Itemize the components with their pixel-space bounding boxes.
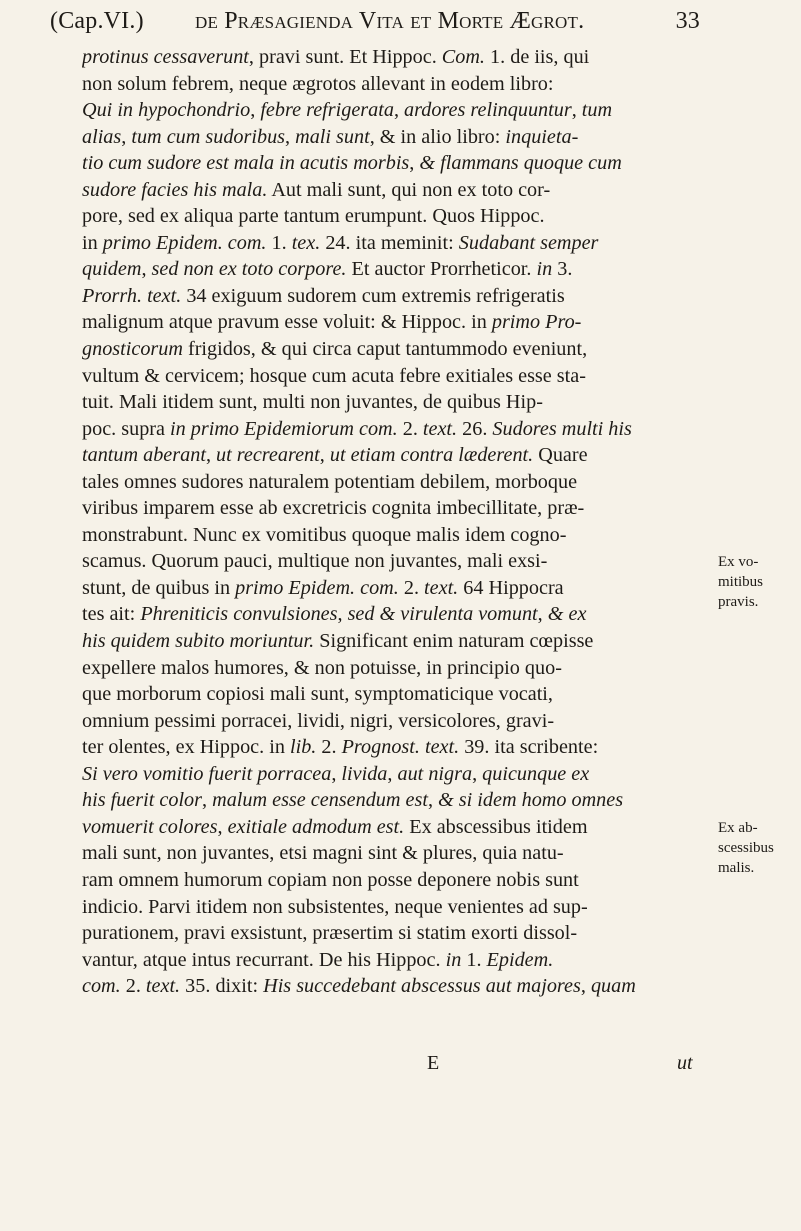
roman-run: , pravi sunt. Et Hippoc. (248, 46, 442, 68)
italic-run: quidem (82, 258, 142, 281)
text-line (82, 283, 712, 310)
italic-run: ut etiam contra læderent. (329, 444, 534, 467)
italic-run: his fuerit color (82, 789, 203, 812)
text-line (82, 681, 712, 708)
roman-run: , (387, 762, 398, 785)
roman-run: 39. ita scribente: (459, 736, 599, 759)
roman-run: 26. (457, 417, 493, 440)
roman-run: , (427, 789, 439, 812)
italic-run: in (445, 948, 462, 971)
roman-run: expellere malos humores, & non potuisse, in principio quo- (82, 656, 562, 679)
italic-run: Epidem. (486, 948, 554, 971)
body-text (82, 44, 712, 1000)
roman-run: tes ait: (82, 603, 141, 626)
roman-run: indicio. Parvi itidem non subsistentes, neque venientes ad sup- (82, 895, 588, 918)
roman-run: , (409, 152, 420, 175)
italic-run: in primo Epidemiorum com. (170, 417, 398, 440)
italic-run: His succedebant abscessus aut majores (263, 975, 581, 998)
margin-note-line: Ex vo- (718, 554, 759, 571)
text-line (82, 442, 712, 469)
roman-run: , (121, 125, 132, 148)
italic-run: livida (341, 762, 388, 785)
roman-run: , (202, 789, 213, 812)
roman-run: 24. ita meminit: (320, 231, 459, 254)
roman-run: vultum & cervicem; hosque cum acuta febre exitiales esse sta- (82, 364, 586, 387)
text-line (82, 973, 712, 1000)
roman-run: tuit. Mali itidem sunt, multi non juvantes, de quibus Hip- (82, 391, 543, 414)
italic-run: Sudabant semper (458, 231, 599, 254)
text-line (82, 256, 712, 283)
italic-run: Si vero vomitio fuerit porracea (82, 762, 332, 785)
text-line (82, 71, 712, 98)
roman-run: 2. (316, 736, 342, 759)
text-line (82, 708, 712, 735)
page-number: 33 (675, 8, 700, 34)
italic-run: tum (581, 99, 613, 122)
roman-run: 1. (266, 231, 292, 254)
chapter-label: (Cap.VI.) (50, 8, 144, 34)
roman-run: 2. (120, 975, 146, 998)
italic-run: Qui in hypochondrio (82, 99, 251, 122)
italic-run: protinus cessaverunt (82, 46, 249, 68)
roman-run: frigidos, & qui circa caput tantummodo eveniunt, (182, 338, 588, 361)
roman-run: , (141, 258, 152, 281)
roman-run: pore, sed ex aliqua parte tantum erumpunt. Quos Hippoc. (82, 205, 545, 228)
italic-run: his quidem subito moriuntur. (82, 630, 315, 653)
roman-run: 35. dixit: (180, 975, 264, 998)
running-header (50, 8, 700, 40)
roman-run: 1. de iis, qui (484, 46, 590, 68)
text-line (82, 601, 712, 628)
italic-run: sed & virulenta vomunt (347, 603, 538, 626)
roman-run: , (319, 444, 330, 467)
roman-run: ram omnem humorum copiam non posse deponere nobis sunt (82, 868, 579, 891)
italic-run: primo Pro- (491, 311, 582, 334)
roman-run: vantur, atque intus recurrant. De his Hippoc. (82, 948, 446, 971)
roman-run: , (337, 603, 348, 626)
roman-run: monstrabunt. Nunc ex vomitibus quoque malis idem cogno- (82, 523, 567, 546)
roman-run: scamus. Quorum pauci, multique non juvantes, mali exsi- (82, 550, 548, 573)
roman-run: mali sunt, non juvantes, etsi magni sint & plures, quia natu- (82, 842, 564, 865)
italic-run: text. (145, 975, 181, 998)
roman-run: Quare (533, 444, 588, 467)
roman-run: purationem, pravi exsistunt, præsertim si statim exorti dissol- (82, 922, 578, 945)
text-line (82, 469, 712, 496)
roman-run: 2. (397, 417, 423, 440)
italic-run: ardores relinquuntur (404, 99, 572, 122)
italic-run: primo Epidem. com. (102, 231, 267, 254)
italic-run: quicunque ex (482, 762, 590, 785)
roman-run: in (82, 231, 103, 254)
italic-run: com. (82, 975, 121, 998)
roman-run: omnium pessimi porracei, lividi, nigri, versicolores, gravi- (82, 709, 555, 732)
italic-run: vomuerit colores (82, 815, 218, 838)
margin-note-line: Ex ab- (718, 819, 758, 836)
text-line (82, 416, 712, 443)
text-line (82, 363, 712, 390)
roman-run: 34 exiguum sudorem cum extremis refrigeratis (181, 284, 565, 307)
text-line (82, 177, 712, 204)
margin-note-line: malis. (718, 859, 755, 876)
text-line (82, 867, 712, 894)
roman-run: , (393, 99, 405, 122)
roman-run: Ex abscessibus itidem (404, 815, 588, 838)
roman-run: , (250, 99, 261, 122)
italic-run: malum esse censendum est (212, 789, 428, 812)
text-line (82, 203, 712, 230)
roman-run: stunt, de quibus in (82, 576, 236, 599)
roman-run: , (205, 444, 217, 467)
text-line (82, 309, 712, 336)
text-line (82, 44, 712, 71)
italic-run: gnosticorum (82, 338, 183, 361)
italic-run: aut nigra (397, 762, 473, 785)
roman-run: , & in alio libro: (369, 125, 506, 148)
text-line (82, 124, 712, 151)
italic-run: exitiale admodum est. (227, 815, 405, 838)
text-line (82, 947, 712, 974)
roman-run: poc. supra (82, 417, 171, 440)
roman-run: , (537, 603, 548, 626)
roman-run: , (217, 815, 228, 838)
italic-run: sudore facies his mala. (82, 178, 268, 201)
italic-run: ut recrearent (216, 444, 320, 467)
signature-mark: E (427, 1052, 440, 1074)
italic-run: tex. (291, 231, 321, 254)
roman-run: tales omnes sudores naturalem potentiam debilem, morboque (82, 470, 578, 493)
italic-run: Phreniticis convulsiones (140, 603, 338, 626)
roman-run: Et auctor Prorrheticor. (346, 258, 537, 281)
margin-note-line: pravis. (718, 594, 759, 611)
roman-run: , (331, 762, 342, 785)
italic-run: Sudores multi his (492, 417, 632, 440)
italic-run: Com. (441, 46, 485, 68)
text-line (82, 230, 712, 257)
margin-note (718, 552, 798, 612)
text-line (82, 548, 712, 575)
roman-run: , (571, 99, 582, 122)
italic-run: primo Epidem. com. (235, 576, 399, 599)
italic-run: text. (422, 417, 458, 440)
roman-run: 64 Hippocra (458, 576, 564, 599)
catchword: ut (677, 1052, 693, 1074)
text-line (82, 840, 712, 867)
text-line (82, 628, 712, 655)
italic-run: & si idem homo omnes (438, 789, 624, 812)
italic-run: Prognost. text. (341, 736, 460, 759)
text-line (82, 150, 712, 177)
italic-run: alias (82, 125, 122, 148)
margin-note-line: mitibus (718, 574, 764, 591)
italic-run: tantum aberant (82, 444, 206, 467)
roman-run: que morborum copiosi mali sunt, symptomaticique vocati, (82, 683, 553, 706)
roman-run: 2. (398, 576, 425, 599)
text-line (82, 655, 712, 682)
italic-run: tio cum sudore est mala in acutis morbis (82, 152, 410, 175)
text-line (82, 814, 712, 841)
roman-run: malignum atque pravum esse voluit: & Hippoc. in (82, 311, 492, 334)
text-line (82, 389, 712, 416)
roman-run: , (285, 125, 296, 148)
italic-run: Prorrh. text. (82, 284, 182, 307)
italic-run: febre refrigerata (260, 99, 394, 122)
roman-run: Aut mali sunt, qui non ex toto cor- (267, 178, 551, 201)
text-line (82, 522, 712, 549)
roman-run: 1. (461, 948, 487, 971)
roman-run: , (472, 762, 483, 785)
italic-run: & flammans quoque cum (419, 152, 622, 175)
italic-run: quam (590, 975, 636, 998)
text-line (82, 894, 712, 921)
italic-run: lib. (290, 736, 317, 759)
italic-run: & ex (547, 603, 587, 626)
roman-run: viribus imparem esse ab excretricis cognita imbecillitate, præ- (82, 497, 585, 520)
roman-run: Significant enim naturam cœpisse (314, 630, 594, 653)
text-line (82, 575, 712, 602)
italic-run: mali sunt (295, 125, 370, 148)
text-line (82, 734, 712, 761)
text-line (82, 787, 712, 814)
italic-run: in (536, 258, 553, 281)
text-line (82, 336, 712, 363)
roman-run: 3. (552, 258, 573, 281)
italic-run: tum cum sudoribus (131, 125, 286, 148)
roman-run: non solum febrem, neque ægrotos allevant in eodem libro: (82, 72, 554, 95)
roman-run: ter olentes, ex Hippoc. in (82, 736, 290, 759)
italic-run: sed non ex toto corpore. (151, 258, 347, 281)
roman-run: , (580, 975, 591, 998)
text-line (82, 920, 712, 947)
italic-run: inquieta- (505, 125, 579, 148)
text-line (82, 761, 712, 788)
italic-run: text. (424, 576, 459, 599)
margin-note-line: scessibus (718, 839, 774, 856)
margin-note (718, 818, 798, 878)
text-line (82, 495, 712, 522)
running-title: de Præsagienda Vita et Morte Ægrot. (195, 8, 585, 34)
text-line (82, 97, 712, 124)
